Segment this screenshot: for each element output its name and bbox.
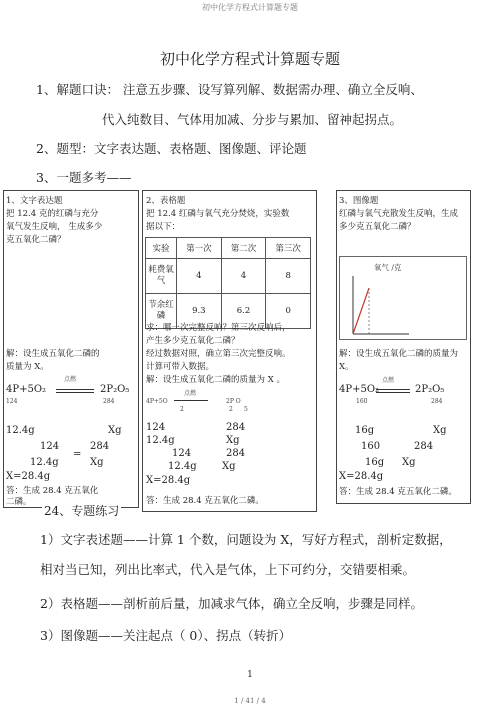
unknown-mass: Xg — [108, 425, 122, 436]
answer: 答：生成 28.4 克五氧化 — [6, 486, 99, 496]
equation-right: 2P O — [226, 398, 241, 405]
ratio-term: 12.4g — [168, 461, 197, 472]
table-cell: 6.2 — [221, 294, 266, 329]
equation-arrow — [376, 389, 410, 390]
row-label: 节余红磷 — [146, 294, 177, 329]
equation-arrow — [376, 392, 410, 393]
table-header: 第二次 — [221, 238, 266, 259]
solution: X。 — [339, 362, 354, 372]
graph-rising-line — [353, 288, 369, 334]
molar-mass: 160 — [356, 398, 368, 405]
practice-section-heading: 24、专题练习 — [44, 504, 120, 518]
table-header: 实验 — [146, 238, 177, 259]
intro-question-types: 2、题型：文字表达题、表格题、图像题、评论题 — [36, 141, 307, 156]
result: X=28.4g — [6, 471, 51, 482]
equation-right: 2P₂O₅ — [415, 384, 445, 395]
molar-mass: 284 — [103, 398, 115, 405]
tip-text-problem: 1）文字表述题——计算 1 个数，问题设为 X，写好方程式，剖析定数据， — [40, 532, 452, 547]
box1-solution: 质量为 X。 — [6, 362, 49, 372]
box1-line: 把 12.4 克的红磷与充分 — [6, 209, 99, 219]
molar-mass: 284 — [431, 398, 443, 405]
page-header: 初中化学方程式计算题专题 — [202, 3, 298, 12]
equation-arrow — [56, 389, 94, 390]
box2-line: 把 12.4 红磷与氧气充分焚烧，实验数 — [146, 209, 290, 219]
ratio-term: 284 — [90, 441, 110, 452]
box1-line: 氧气发生反响， 生成多少 — [6, 222, 103, 232]
box1-line: 克五氧化二磷？ — [6, 235, 66, 245]
table-cell: 4 — [221, 259, 266, 294]
molar-mass: 124 — [146, 422, 166, 433]
intro-multi-exam: 3、一题多考—— — [36, 170, 132, 185]
table-cell: 9.3 — [177, 294, 222, 329]
oxygen-graph — [339, 256, 467, 340]
given-mass: 12.4g — [146, 435, 175, 446]
analysis: 计算可带入数据。 — [146, 362, 215, 372]
ratio-term: Xg — [90, 457, 104, 468]
ratio-equals: = — [73, 449, 82, 460]
subscript: 2 — [229, 406, 233, 413]
given-mass: 16g — [355, 425, 375, 436]
box2-heading: 2、表格题 — [146, 196, 186, 206]
table-row — [146, 259, 311, 294]
analysis: 经过数据对照，确立第三次完整反响。 — [146, 349, 291, 359]
table-header: 第一次 — [177, 238, 222, 259]
graph-axis-label: 氧气 /克 — [374, 263, 402, 272]
given-mass: 12.4g — [6, 425, 35, 436]
result: X=28.4g — [339, 471, 384, 482]
experiment-table — [145, 237, 311, 329]
ratio-term: 124 — [40, 441, 60, 452]
ratio-term: 16g — [365, 457, 385, 468]
equation-arrow — [174, 400, 208, 401]
reaction-condition: 点燃 — [382, 377, 395, 384]
answer: 答：生成 28.4 克五氧化二磷。 — [146, 496, 264, 506]
box3-heading: 3、图像题 — [339, 196, 379, 206]
reaction-condition: 点燃 — [64, 376, 77, 383]
row-label: 耗费氧气 — [146, 259, 177, 294]
solution: 解：设生成五氧化二磷的质量为 — [339, 349, 459, 359]
equation-left: 4P+5O₂ — [6, 384, 47, 395]
question: 产生多少克五氧化二磷？ — [146, 336, 240, 346]
box2-line: 据以下： — [146, 222, 181, 232]
molar-mass: 124 — [6, 398, 18, 405]
intro-tip-1: 1、解题口诀： 注意五步骤、设写算列解、数据需办理、确立全反响、 — [36, 82, 423, 97]
ratio-term: 284 — [226, 448, 246, 459]
answer: 二磷。 — [6, 497, 32, 507]
intro-tip-1-cont: 代入纯数目、气体用加减、分步与累加、留神起拐点。 — [102, 112, 403, 127]
question: 求：哪一次完整反响？第三次反响后， — [146, 323, 291, 333]
ratio-term: 160 — [361, 441, 381, 452]
page-footer: 1 / 41 / 4 — [234, 697, 266, 705]
page-number: 1 — [247, 670, 253, 680]
tip-graph-problem: 3）图像题——关注起点（ 0）、拐点（转折） — [40, 628, 292, 643]
equation-left: 4P+5O — [146, 398, 168, 405]
subscript: 2 — [180, 406, 184, 413]
answer: 答：生成 28.4 克五氧化二磷。 — [339, 487, 457, 497]
molar-mass: 284 — [226, 422, 246, 433]
table-header: 第三次 — [266, 238, 311, 259]
table-header-row — [146, 238, 311, 259]
table-cell: 0 — [266, 294, 311, 329]
ratio-term: 124 — [172, 448, 192, 459]
box1-heading: 1、文字表达题 — [6, 196, 63, 206]
unknown-mass: Xg — [226, 435, 240, 446]
reaction-condition: 点燃 — [184, 390, 197, 397]
box3-line: 红磷与氧气充散发生反响，生成 — [339, 209, 459, 219]
equation-arrow — [56, 392, 94, 393]
ratio-term: 12.4g — [30, 457, 59, 468]
ratio-term: Xg — [222, 461, 236, 472]
document-title: 初中化学方程式计算题专题 — [159, 50, 340, 68]
box3-line: 多少克五氧化二磷？ — [339, 222, 416, 232]
table-cell: 4 — [177, 259, 222, 294]
tip-table-problem: 2）表格题——剖析前后量，加减求气体，确立全反响，步骤是同样。 — [40, 596, 423, 611]
table-cell: 8 — [266, 259, 311, 294]
unknown-mass: Xg — [433, 425, 447, 436]
result: X=28.4g — [146, 475, 191, 486]
box1-solution: 解：设生成五氧化二磷的 — [6, 349, 100, 359]
tip-text-problem-cont: 相对当已知，列出比率式，代入是气体，上下可约分，交错要相乘。 — [40, 562, 416, 577]
ratio-term: 284 — [414, 441, 434, 452]
equation-right: 2P₂O₅ — [100, 384, 130, 395]
ratio-term: Xg — [402, 457, 416, 468]
subscript: 5 — [244, 406, 248, 413]
equation-left: 4P+5O₂ — [339, 384, 380, 395]
solution: 解：设生成五氧化二磷的质量为 X 。 — [146, 375, 285, 385]
